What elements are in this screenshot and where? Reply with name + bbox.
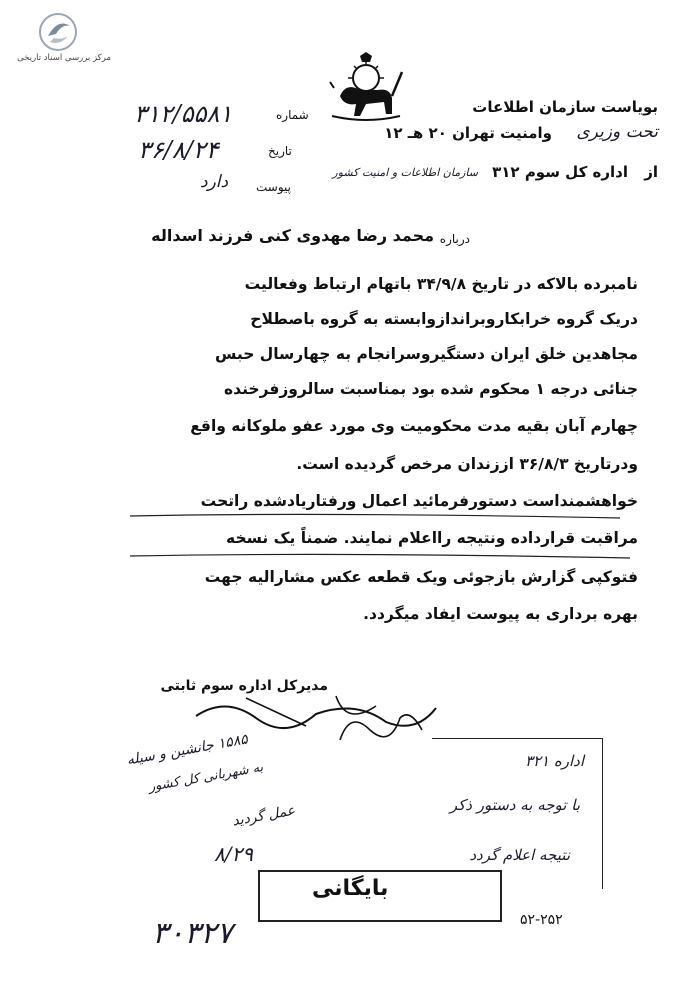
body-line-7: خواهشمنداست دستورفرمائید اعمال ورفتاریادشده راتحت bbox=[200, 492, 638, 510]
date-value: ۳۶/۸/۲۴ bbox=[138, 136, 219, 164]
org-line-2-handwritten: تحت وزیری bbox=[576, 122, 658, 142]
subject-text: محمد رضا مهدوی کنی فرزند اسداله bbox=[151, 226, 434, 245]
subject-label: درباره bbox=[439, 232, 470, 246]
lion-and-sun-emblem-icon bbox=[326, 52, 404, 128]
number-label: شماره bbox=[276, 108, 309, 122]
bottom-date: ۸/۲۹ bbox=[214, 842, 253, 866]
bottom-file-number: ۳۰۳۲۷ bbox=[152, 916, 233, 951]
body-line-5: چهارم آبان بقیه مدت محکومیت وی مورد عفو ملوکانه واقع bbox=[190, 417, 638, 435]
archive-logo-icon bbox=[38, 12, 78, 52]
number-value: ۳۱۲/۵۵۸۱ bbox=[134, 100, 233, 128]
body-line-4: جنائی درجه ۱ محکوم شده بود بمناسبت سالروزفرخنده bbox=[223, 380, 638, 398]
org-line-3-small: سازمان اطلاعات و امنیت کشور bbox=[332, 166, 478, 179]
org-line-3: اداره کل سوم ۳۱۲ bbox=[492, 163, 628, 181]
archive-stamp-text: بایگانی bbox=[312, 876, 389, 901]
handwritten-underline bbox=[120, 508, 640, 568]
left-note-1: ۱۵۸۵ جانشین و سیله bbox=[125, 731, 249, 769]
body-line-6: ودرتاریخ ۳۶/۸/۳ اززندان مرخص گردیده است. bbox=[296, 455, 638, 473]
attachment-label: پیوست bbox=[256, 180, 291, 194]
left-note-3: عمل گردید bbox=[231, 802, 297, 830]
date-label: تاریخ bbox=[268, 144, 292, 158]
org-line-1: بویاست سازمان اطلاعات bbox=[472, 98, 658, 116]
body-line-8: مراقبت قرارداده ونتیجه رااعلام نمایند. ضمناً یک نسخه bbox=[226, 529, 638, 547]
annotation-box-line-2: با توجه به دستور ذکر bbox=[449, 796, 580, 814]
org-line-2: وامنیت تهران ۲۰ هـ ۱۲ bbox=[384, 124, 552, 142]
signature-title: مدیرکل اداره سوم ثابتی bbox=[160, 678, 328, 694]
body-line-3: مجاهدین خلق ایران دستگیروسرانجام به چهارسال حبس bbox=[214, 345, 638, 363]
body-line-10: بهره برداری به پیوست ایفاد میگردد. bbox=[363, 605, 638, 623]
watermark-text: مرکز بررسی اسناد تاریخی bbox=[17, 53, 111, 63]
annotation-box-line-1: اداره ۳۲۱ bbox=[524, 752, 584, 770]
initial-scribble bbox=[330, 700, 430, 750]
bottom-code: ۵۲-۲۵۲ bbox=[520, 912, 563, 928]
body-line-2: دریک گروه خرابکاروبراندازوابسته به گروه باصطلاح bbox=[250, 310, 638, 328]
annotation-box-line-3: نتیجه اعلام گردد bbox=[469, 846, 570, 864]
org-line-3-prefix: از bbox=[644, 163, 658, 181]
left-note-2: به شهربانی کل کشور bbox=[147, 760, 265, 795]
attachment-value: دارد bbox=[200, 172, 229, 192]
body-line-9: فتوکپی گزارش بازجوئی ویک قطعه عکس مشارالیه جهت bbox=[204, 568, 638, 586]
body-line-1: نامبرده بالاکه در تاریخ ۳۴/۹/۸ باتهام ارتباط وفعالیت bbox=[244, 275, 638, 293]
